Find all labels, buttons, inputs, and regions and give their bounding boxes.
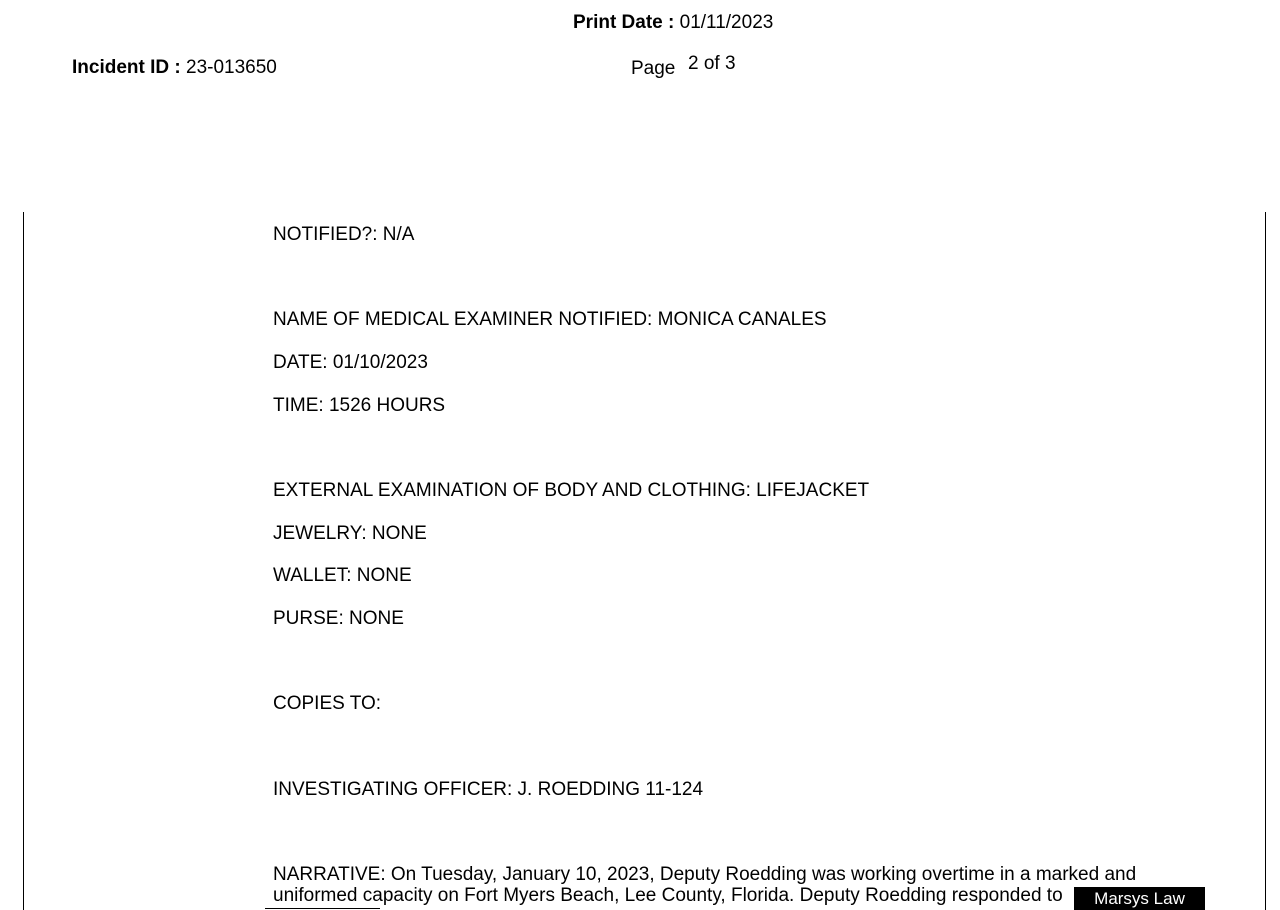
print-date-value: 01/11/2023 [679, 12, 774, 33]
page-value-wrap [688, 53, 736, 75]
purse-line: PURSE: NONE [273, 608, 404, 629]
copies-to-line: COPIES TO: [273, 693, 382, 714]
medical-examiner-line: NAME OF MEDICAL EXAMINER NOTIFIED: MONICA CANALES [273, 309, 827, 330]
narrative-line-2: uniformed capacity on Fort Myers Beach, Lee County, Florida. Deputy Roedding responded to [273, 885, 1063, 906]
incident-id-label: Incident ID : [72, 57, 181, 78]
right-border-line [1265, 212, 1266, 910]
page-label: Page [631, 58, 676, 79]
left-border-line [23, 212, 24, 910]
narrative-line-1: NARRATIVE: On Tuesday, January 10, 2023, Deputy Roedding was working overtime in a marked and [273, 864, 1137, 885]
incident-id-value: 23-013650 [186, 57, 277, 78]
jewelry-line: JEWELRY: NONE [273, 523, 427, 544]
print-date [573, 12, 773, 34]
external-exam-line: EXTERNAL EXAMINATION OF BODY AND CLOTHING: LIFEJACKET [273, 480, 870, 501]
page-value: 2 of 3 [688, 53, 736, 74]
text-underline [265, 908, 380, 909]
date-line: DATE: 01/10/2023 [273, 352, 428, 373]
incident-id [72, 57, 277, 79]
time-line: TIME: 1526 HOURS [273, 395, 446, 416]
page-number [631, 58, 675, 80]
wallet-line: WALLET: NONE [273, 565, 412, 586]
redaction-box: Marsys Law [1074, 887, 1205, 910]
investigating-officer-line: INVESTIGATING OFFICER: J. ROEDDING 11-124 [273, 779, 704, 800]
notified-line: NOTIFIED?: N/A [273, 224, 415, 245]
print-date-label: Print Date : [573, 12, 675, 33]
